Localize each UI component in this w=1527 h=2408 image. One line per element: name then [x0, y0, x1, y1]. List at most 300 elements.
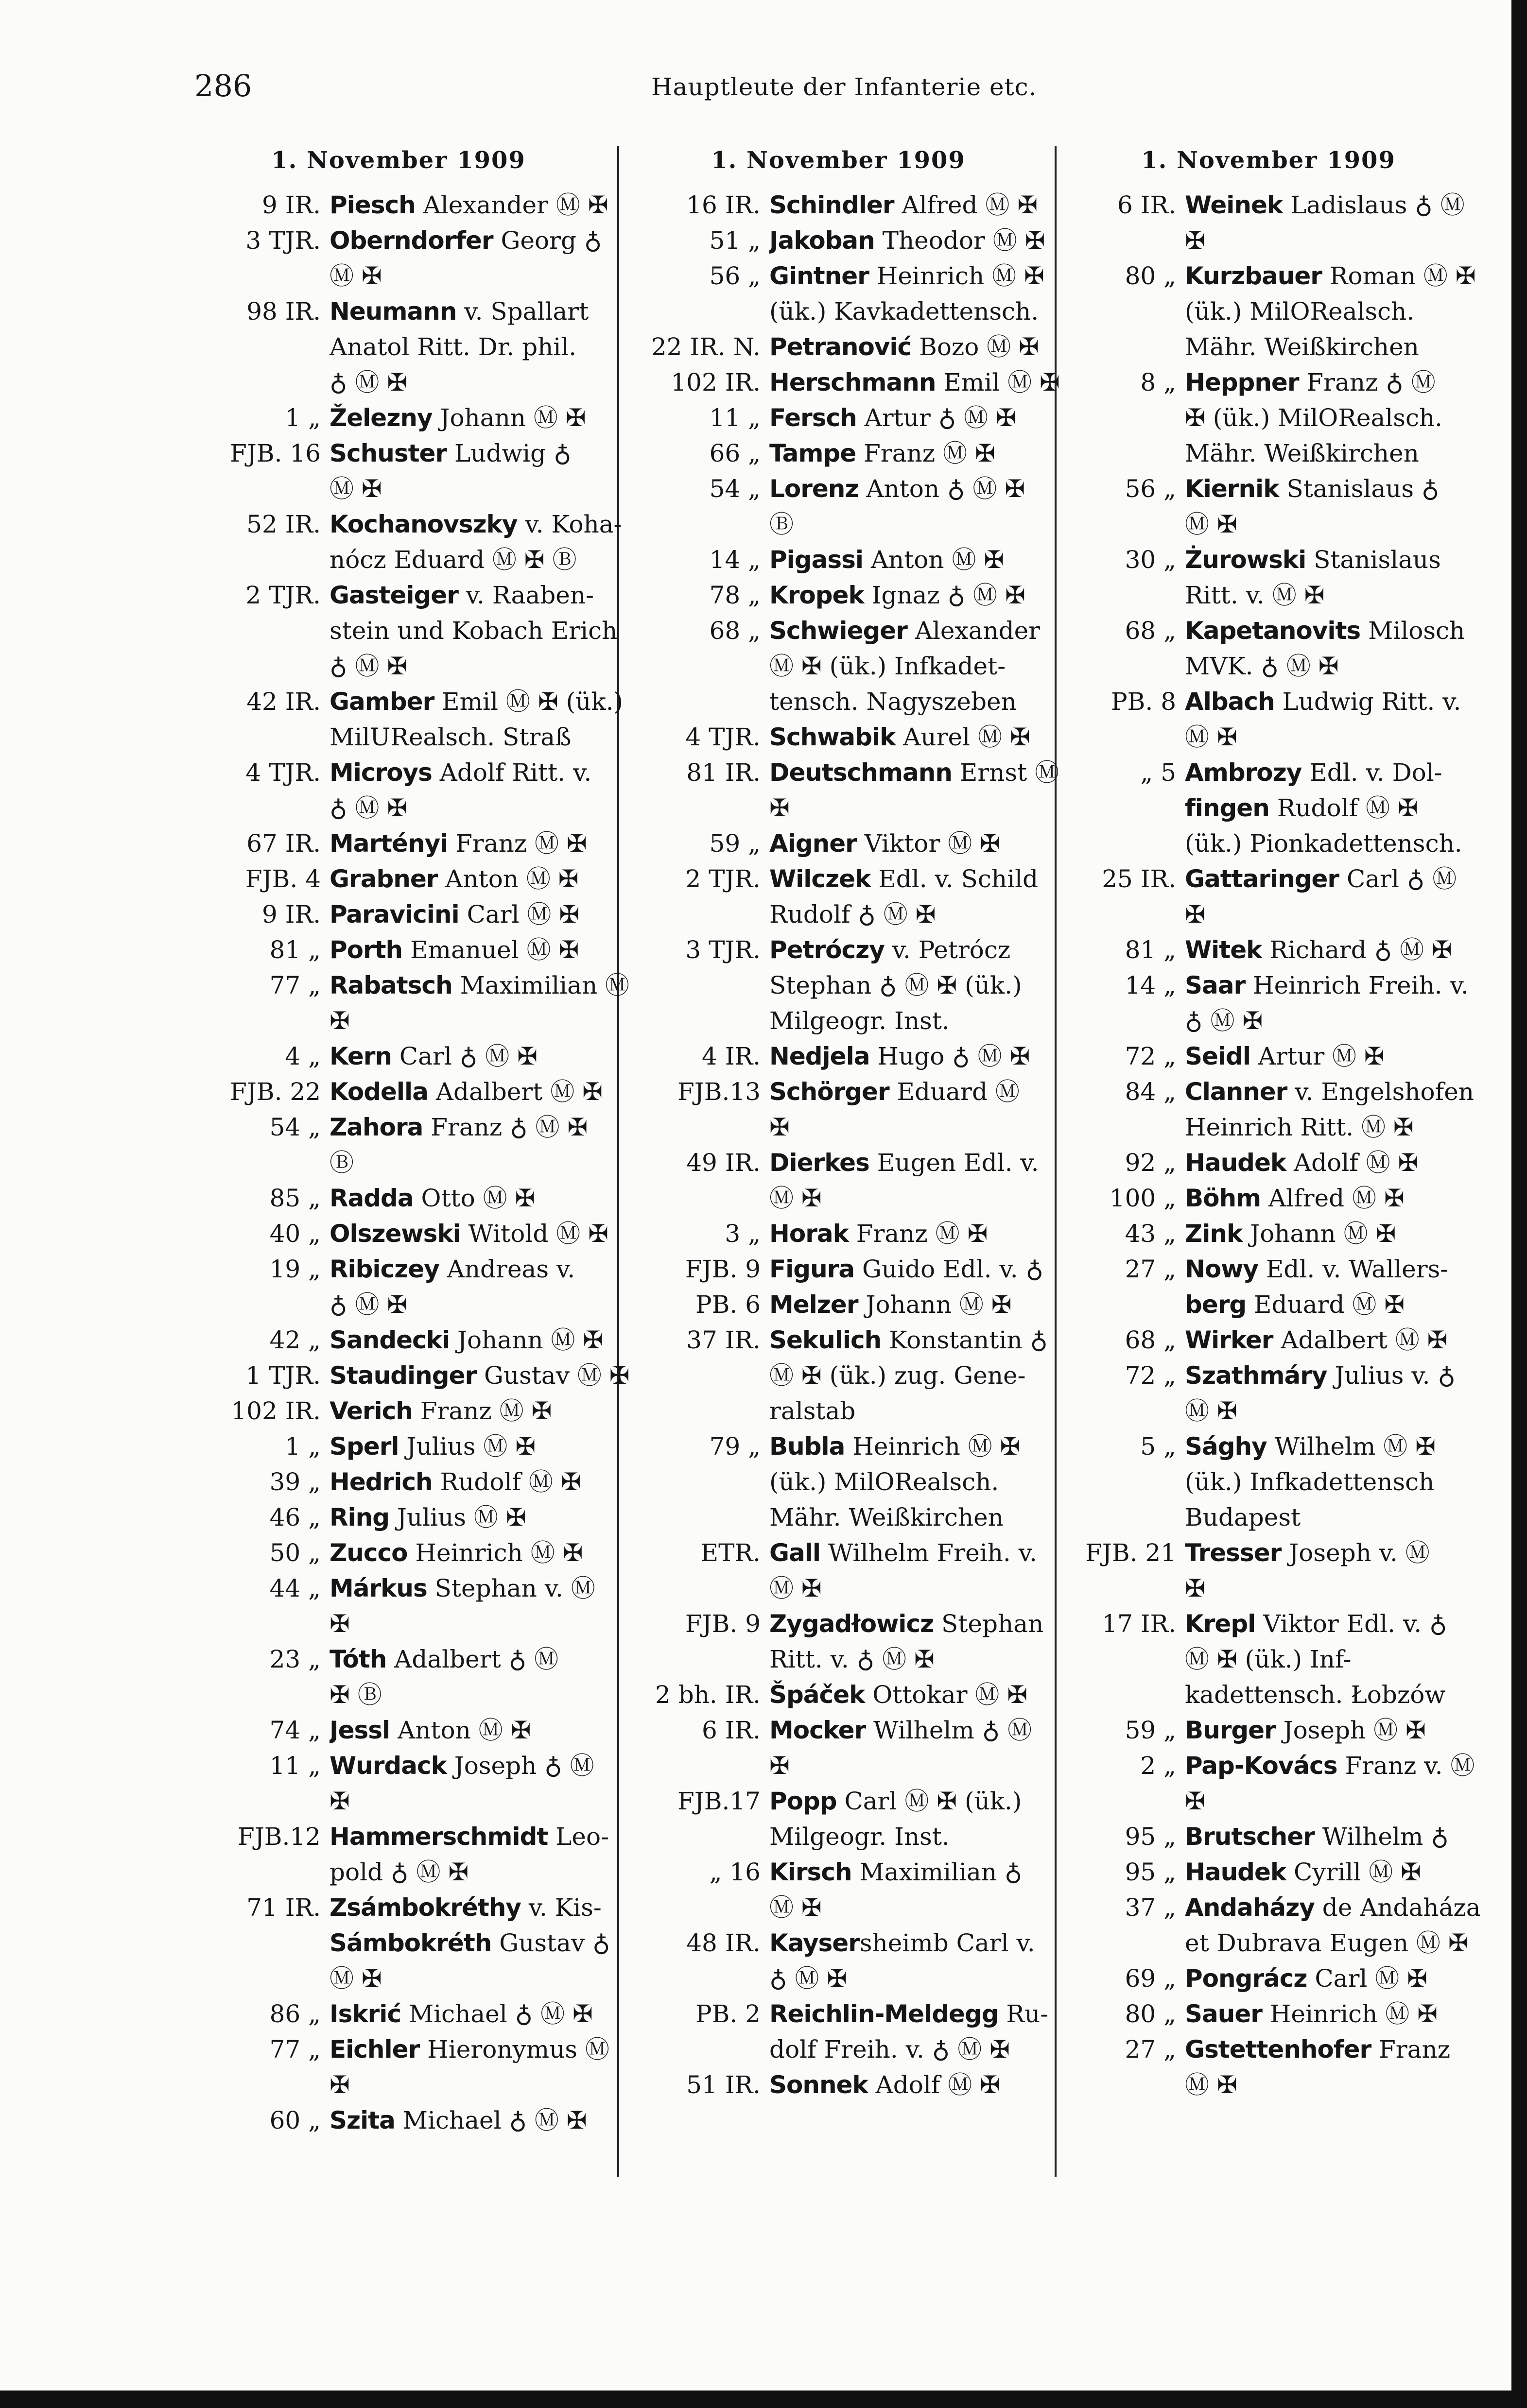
entry-details: Anatol Ritt. Dr. phil. [330, 333, 577, 361]
entry-line [330, 436, 612, 471]
entry-line [769, 578, 1047, 613]
entry-details: Carl ♁ Ⓜ [1339, 865, 1457, 893]
roster-entry [185, 1358, 630, 1393]
entry-details: ✠ Ⓑ [330, 1681, 382, 1709]
entry-line [1185, 258, 1476, 294]
entry-details: Ⓜ ✠ [1185, 510, 1237, 538]
entry-text [330, 861, 612, 897]
entry-details: Leo- [548, 1823, 609, 1851]
entry-line [769, 365, 1060, 400]
entry-details: Adolf Ⓜ ✠ [1286, 1149, 1419, 1177]
entry-text [1185, 684, 1468, 755]
entry-line [1185, 578, 1468, 613]
unit-designation: 66 „ [709, 439, 761, 467]
surname: Krepl [1185, 1610, 1256, 1638]
entry-line [1185, 826, 1468, 861]
entry-text [1185, 1039, 1468, 1074]
entry-line [1185, 1961, 1468, 1996]
entry-details: Viktor Ⓜ ✠ [856, 829, 1000, 858]
entry-text [330, 578, 617, 684]
entry-line [330, 1464, 612, 1500]
entry-details: Adolf Ritt. v. [432, 758, 592, 787]
unit-designation: 54 „ [709, 475, 761, 503]
entry-text [769, 1039, 1047, 1074]
entry-line [1185, 542, 1468, 578]
unit-designation: 22 IR. N. [651, 333, 761, 361]
entry-line [769, 1252, 1047, 1287]
entry-text [330, 1323, 612, 1358]
entry-text [1185, 2032, 1468, 2103]
surname: Ribiczey [330, 1255, 439, 1283]
entry-line [1185, 1181, 1468, 1216]
roster-entry [1069, 1039, 1468, 1074]
roster-entry [185, 1819, 612, 1890]
roster-entry [629, 365, 1060, 400]
roster-entry [185, 1890, 612, 1996]
entry-details: Johann Ⓜ ✠ [450, 1326, 604, 1354]
entry-line [1185, 188, 1468, 223]
unit-designation: 59 „ [709, 829, 761, 858]
entry-line [1185, 1500, 1468, 1535]
entry-details: v. Kis- [521, 1893, 602, 1922]
entry-line [1185, 613, 1468, 649]
surname: Pigassi [769, 546, 863, 574]
column-1 [185, 146, 630, 2138]
entry-line [330, 1074, 612, 1110]
entry-details: Hieronymus Ⓜ [419, 2035, 609, 2064]
entry-text [1185, 1074, 1474, 1145]
surname: Schörger [769, 1078, 889, 1106]
roster-entry [1069, 1145, 1468, 1181]
entry-details: (ük.) Pionkadettensch. [1185, 829, 1462, 858]
surname: Sámbokréth [330, 1929, 492, 1957]
surname: Böhm [1185, 1184, 1261, 1212]
entry-text [330, 1535, 612, 1571]
entry-line [1185, 1287, 1468, 1323]
entry-text [330, 400, 612, 436]
entry-details: Georg ♁ [493, 226, 602, 255]
entry-details: Franz ♁ Ⓜ [1299, 368, 1436, 396]
roster-entry [185, 968, 630, 1039]
unit-designation: 8 „ [1140, 368, 1176, 396]
surname: Reichlin-Meldegg [769, 2000, 999, 2028]
unit-designation: 4 IR. [702, 1042, 761, 1070]
entry-line [769, 1216, 1047, 1252]
entry-details: Anton Ⓜ ✠ [437, 865, 579, 893]
entry-details: Emil Ⓜ ✠ [936, 368, 1060, 396]
roster-entry [185, 897, 612, 932]
surname: Tóth [330, 1645, 387, 1673]
unit-designation: FJB. 9 [685, 1610, 761, 1638]
roster-entry [185, 826, 612, 861]
entry-details: Rudolf ♁ Ⓜ ✠ [769, 900, 936, 929]
roster-entry [1069, 1606, 1468, 1713]
entry-details: ✠ [1185, 1787, 1205, 1815]
entry-line [330, 1571, 612, 1606]
entry-text [769, 365, 1060, 400]
entry-text [1185, 1713, 1468, 1748]
entry-line [769, 471, 1047, 507]
entry-details: Adolf Ⓜ ✠ [868, 2071, 1001, 2099]
roster-entry [629, 826, 1047, 861]
unit-designation: 50 „ [269, 1539, 321, 1567]
entry-details: de Andaháza [1314, 1893, 1481, 1922]
surname: Wilczek [769, 865, 871, 893]
unit-designation: FJB. 16 [230, 439, 321, 467]
entry-text [1185, 1855, 1468, 1890]
entry-details: Franz Ⓜ ✠ [412, 1397, 552, 1425]
entry-details: Adalbert ♁ Ⓜ [386, 1645, 559, 1673]
entry-details: Eduard Ⓜ ✠ [1246, 1290, 1405, 1319]
entry-text [330, 1181, 612, 1216]
unit-designation: 40 „ [269, 1220, 321, 1248]
surname: Porth [330, 936, 403, 964]
roster-entry [185, 1216, 612, 1252]
surname: Tresser [1185, 1539, 1282, 1567]
surname: Kayser [769, 1929, 860, 1957]
entry-line [769, 1429, 1047, 1464]
entry-details: Stephan [934, 1610, 1044, 1638]
entry-line [330, 1358, 630, 1393]
entry-line [330, 258, 612, 294]
column-divider [1055, 146, 1057, 2177]
column-heading: 1. November 1909 [1141, 147, 1396, 174]
entry-line [769, 826, 1047, 861]
entry-text [769, 1713, 1047, 1784]
surname: Sauer [1185, 2000, 1262, 2028]
entry-details: Edl. v. Schild [870, 865, 1039, 893]
unit-designation: 102 IR. [231, 1397, 321, 1425]
entry-line [1185, 507, 1468, 542]
entry-line [330, 1429, 612, 1464]
entry-line [330, 1535, 612, 1571]
entry-details: Julius Ⓜ ✠ [399, 1432, 536, 1461]
entry-details: ✠ [330, 2071, 350, 2099]
entry-line [769, 861, 1047, 897]
entry-line [330, 1606, 612, 1642]
entry-line [330, 1677, 612, 1713]
surname: Martényi [330, 829, 448, 858]
roster-entry [1069, 188, 1468, 258]
entry-line [1185, 897, 1468, 932]
roster-entry [1069, 1252, 1468, 1323]
entry-text [1185, 1429, 1468, 1535]
roster-entry [185, 294, 612, 400]
unit-designation: FJB.13 [677, 1078, 761, 1106]
entry-text [330, 1252, 612, 1323]
entry-line [769, 436, 1047, 471]
unit-designation: 1 „ [285, 404, 321, 432]
roster-entry [185, 2032, 612, 2103]
entry-details: ✠ [769, 1752, 790, 1780]
entry-details: Artur ♁ Ⓜ ✠ [856, 404, 1016, 432]
entry-text [330, 1429, 612, 1464]
entry-text [330, 1713, 612, 1748]
unit-designation: PB. 2 [695, 2000, 761, 2028]
entry-line [769, 507, 1047, 542]
entry-details: Ladislaus ♁ Ⓜ [1283, 191, 1465, 219]
surname: Olszewski [330, 1220, 461, 1248]
entry-details: Adalbert Ⓜ ✠ [428, 1078, 603, 1106]
roster-entry [185, 400, 612, 436]
entry-line [330, 649, 617, 684]
entry-details: ♁ Ⓜ ✠ [330, 794, 408, 822]
surname: Heppner [1185, 368, 1299, 396]
surname: Tampe [769, 439, 856, 467]
entry-text [330, 932, 612, 968]
entry-line [330, 294, 612, 329]
roster-entry [185, 1181, 612, 1216]
entry-details: Stephan ♁ Ⓜ ✠ (ük.) [769, 971, 1022, 999]
entry-details: Edl. v. Dol- [1301, 758, 1442, 787]
entry-details: Alfred Ⓜ ✠ [894, 191, 1038, 219]
entry-details: Maximilian Ⓜ [452, 971, 630, 999]
entry-line [769, 2067, 1047, 2103]
unit-designation: 84 „ [1125, 1078, 1176, 1106]
entry-details: ✠ (ük.) MilORealsch. [1185, 404, 1443, 432]
entry-line [330, 2067, 612, 2103]
entry-line [769, 791, 1059, 826]
unit-designation: 6 IR. [702, 1716, 761, 1744]
entry-line [330, 1216, 612, 1252]
roster-entry [185, 1393, 612, 1429]
entry-line [330, 613, 617, 649]
roster-entry [1069, 1181, 1468, 1216]
column-divider [617, 146, 619, 2177]
surname: Andaházy [1185, 1893, 1315, 1922]
entry-details: Emanuel Ⓜ ✠ [402, 936, 579, 964]
entry-details: Andreas v. [439, 1255, 575, 1283]
entry-text [1185, 258, 1476, 365]
entry-details: Heinrich Ⓜ ✠ [845, 1432, 1021, 1461]
unit-designation: 81 „ [269, 936, 321, 964]
unit-designation: 14 „ [1125, 971, 1176, 999]
entry-details: Stephan v. Ⓜ [427, 1574, 595, 1602]
unit-designation: 30 „ [1125, 546, 1176, 574]
surname: Gattaringer [1185, 865, 1339, 893]
entry-line [1185, 1216, 1468, 1252]
entry-line [1185, 1039, 1468, 1074]
roster-entry [629, 1713, 1047, 1784]
unit-designation: 98 IR. [246, 297, 321, 326]
entry-line [1185, 1855, 1468, 1890]
entry-line [330, 932, 612, 968]
roster-entry [185, 1252, 612, 1323]
entry-line [330, 1393, 612, 1429]
entry-details: Cyrill Ⓜ ✠ [1286, 1858, 1422, 1886]
unit-designation: „ 16 [709, 1858, 761, 1886]
entry-line [1185, 1464, 1468, 1500]
surname: Staudinger [330, 1361, 477, 1390]
entry-details: Heinrich Ⓜ ✠ [407, 1539, 583, 1567]
unit-designation: 43 „ [1125, 1220, 1176, 1248]
surname: Gintner [769, 262, 869, 290]
entry-details: ✠ [769, 794, 790, 822]
entry-line [1185, 1996, 1468, 2032]
roster-entry [629, 1606, 1047, 1677]
entry-details: Ru- [998, 2000, 1049, 2028]
entry-details: Witold Ⓜ ✠ [460, 1220, 609, 1248]
roster-entry [629, 1677, 1047, 1713]
entry-line [1185, 1393, 1468, 1429]
surname: Wirker [1185, 1326, 1273, 1354]
entry-line [330, 1039, 612, 1074]
entry-text [769, 1323, 1048, 1429]
entry-line [769, 649, 1047, 684]
entry-details: Gustav Ⓜ ✠ [476, 1361, 630, 1390]
surname: Mocker [769, 1716, 866, 1744]
surname: Neumann [330, 297, 457, 326]
roster-entry [185, 1429, 612, 1464]
roster-entry [185, 684, 624, 755]
entry-text [330, 684, 623, 755]
entry-details: Julius Ⓜ ✠ [389, 1503, 526, 1531]
roster-entry [629, 1074, 1047, 1145]
entry-line [769, 1181, 1047, 1216]
entry-details: Franz v. Ⓜ [1337, 1752, 1475, 1780]
surname: Hedrich [330, 1468, 433, 1496]
unit-designation: 42 IR. [246, 688, 321, 716]
unit-designation: 95 „ [1125, 1858, 1176, 1886]
entry-line [769, 1287, 1047, 1323]
entry-details: Franz Ⓜ ✠ [856, 439, 995, 467]
entry-details: MVK. ♁ Ⓜ ✠ [1185, 652, 1339, 680]
surname: Schindler [769, 191, 894, 219]
entry-line [330, 1855, 612, 1890]
entry-text [330, 188, 612, 223]
roster-entry [1069, 1535, 1468, 1606]
entry-details: ralstab [769, 1397, 856, 1425]
entry-details: Maximilian ♁ [851, 1858, 1023, 1886]
entry-line [769, 1926, 1047, 1961]
roster-entry [629, 223, 1047, 258]
entry-details: ♁ Ⓜ ✠ [769, 1964, 848, 1993]
entry-line [330, 1996, 612, 2032]
entry-line [769, 897, 1047, 932]
unit-designation: 42 „ [269, 1326, 321, 1354]
entry-line [769, 1819, 1047, 1855]
entry-text [330, 1110, 612, 1181]
unit-designation: 51 „ [709, 226, 761, 255]
entry-text [1185, 471, 1468, 542]
roster-entry [1069, 613, 1468, 684]
entry-text [330, 1074, 612, 1110]
roster-entry [1069, 471, 1468, 542]
entry-details: tensch. Nagyszeben [769, 688, 1017, 716]
entry-details: Gustav ♁ [491, 1929, 610, 1957]
entry-details: Edl. v. Wallers- [1258, 1255, 1449, 1283]
entry-line [330, 720, 623, 755]
surname: Szita [330, 2106, 395, 2134]
unit-designation: 16 IR. [686, 191, 761, 219]
entry-details: Adalbert Ⓜ ✠ [1273, 1326, 1448, 1354]
surname: Dierkes [769, 1149, 869, 1177]
entry-text [330, 1748, 612, 1819]
entry-text [1185, 1961, 1468, 1996]
surname: Żurowski [1185, 546, 1306, 574]
roster-entry [629, 2067, 1047, 2103]
entry-line [330, 1784, 612, 1819]
surname: Ring [330, 1503, 390, 1531]
entry-line [1185, 1713, 1468, 1748]
entry-details: pold ♁ Ⓜ ✠ [330, 1858, 469, 1886]
entry-line [1185, 1429, 1468, 1464]
entry-line [769, 1393, 1048, 1429]
surname: Sperl [330, 1432, 399, 1461]
surname: Haudek [1185, 1858, 1286, 1886]
unit-designation: 14 „ [709, 546, 761, 574]
roster-entry [185, 1996, 612, 2032]
roster-entry [629, 1784, 1047, 1855]
entry-details: Ⓜ ✠ [330, 1964, 382, 1993]
entry-line [1185, 1571, 1468, 1606]
surname: Aigner [769, 829, 857, 858]
unit-designation: 9 IR. [262, 191, 321, 219]
surname: Kochanovszky [330, 510, 518, 538]
surname: Gasteiger [330, 581, 458, 609]
entry-details: Milgeogr. Inst. [769, 1823, 950, 1851]
unit-designation: 4 „ [285, 1042, 321, 1070]
roster-entry [629, 1429, 1047, 1535]
surname: Lorenz [769, 475, 859, 503]
entry-details: Ritt. v. ♁ Ⓜ ✠ [769, 1645, 935, 1673]
entry-line [769, 1003, 1047, 1039]
entry-details: ♁ Ⓜ ✠ [330, 1290, 408, 1319]
entry-line [1185, 1784, 1475, 1819]
roster-entry [1069, 2032, 1468, 2103]
entry-text [1185, 932, 1468, 968]
entry-details: Alexander Ⓜ ✠ [415, 191, 608, 219]
roster-entry [629, 1855, 1047, 1926]
entry-text [1185, 861, 1468, 932]
entry-line [769, 188, 1047, 223]
surname: Iskrić [330, 2000, 401, 2028]
roster-entry [629, 542, 1047, 578]
entry-text [769, 1287, 1047, 1323]
entry-text [769, 1855, 1047, 1926]
entry-details: ✠ [330, 1787, 350, 1815]
unit-designation: 3 TJR. [245, 226, 321, 255]
entry-line [330, 1819, 612, 1855]
unit-designation: 11 „ [269, 1752, 321, 1780]
entry-text [769, 578, 1047, 613]
roster-entry [1069, 258, 1476, 365]
surname: Pongrácz [1185, 1964, 1307, 1993]
surname: Verich [330, 1397, 413, 1425]
roster-entry [1069, 1358, 1468, 1429]
surname: Paravicini [330, 900, 459, 929]
unit-designation: 9 IR. [262, 900, 321, 929]
surname: Sonnek [769, 2071, 868, 2099]
entry-line [330, 1961, 612, 1996]
entry-details: Ⓜ ✠ [330, 475, 382, 503]
entry-details: MilURealsch. Straß [330, 723, 572, 751]
surname: Gstettenhofer [1185, 2035, 1371, 2064]
roster-entry [185, 578, 618, 684]
entry-text [330, 1500, 612, 1535]
unit-designation: 71 IR. [246, 1893, 321, 1922]
roster-entry [1069, 1323, 1468, 1358]
surname: Microys [330, 758, 432, 787]
roster-entry [185, 755, 612, 826]
roster-entry [185, 1039, 612, 1074]
entry-details: Franz Ⓜ ✠ [848, 1220, 988, 1248]
surname: Kurzbauer [1185, 262, 1322, 290]
entry-line [1185, 1252, 1468, 1287]
surname: Zygadłowicz [769, 1610, 934, 1638]
roster-entry [185, 223, 612, 294]
unit-designation: 81 IR. [686, 758, 761, 787]
